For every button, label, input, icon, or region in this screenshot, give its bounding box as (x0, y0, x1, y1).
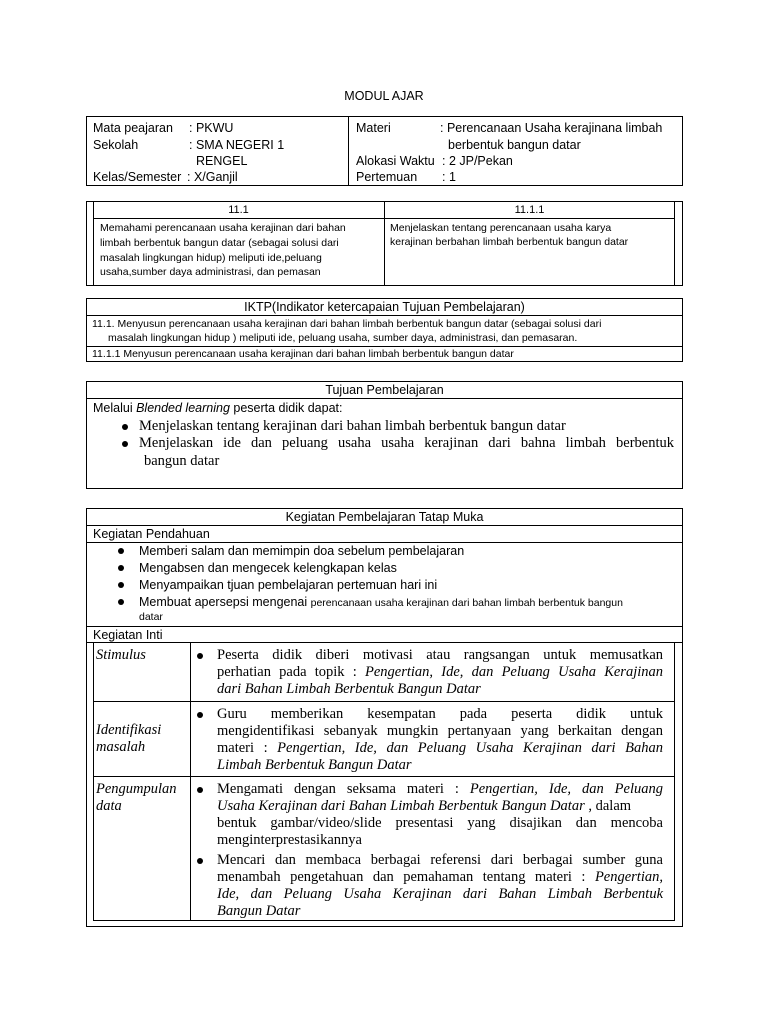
stimulus-line: Peserta didik diberi motivasi atau rangsangan untuk memusatkan (217, 647, 663, 663)
pendahuluan-label: Kegiatan Pendahuan (93, 527, 210, 541)
identifikasi-label-cont: masalah (96, 739, 146, 755)
bullet-icon (118, 565, 124, 571)
identifikasi-line: Guru memberikan kesempatan pada peserta didik untuk (217, 706, 663, 722)
tujuan-head-line (86, 398, 683, 399)
identity-divider (348, 116, 349, 186)
bullet-icon (197, 712, 203, 718)
tujuan-item-1: Menjelaskan tentang kerajinan dari bahan limbah berbentuk bangun datar (139, 418, 566, 434)
materi-label: Materi (356, 121, 391, 135)
inti-col-divider (190, 642, 191, 921)
iktp-row2: 11.1.1 Menyusun perencanaan usaha kerajinan dari bahan limbah berbentuk bangun datar (92, 348, 514, 360)
pengumpulan-a-line: menginterprestasikannya (217, 832, 362, 848)
pengumpulan-b-line: Mencari dan membaca berbagai referensi dari berbagai sumber guna (217, 852, 663, 868)
mapel-label: Mata peajaran (93, 121, 173, 135)
stimulus-label: Stimulus (96, 647, 146, 663)
stimulus-line: dari Bahan Limbah Berbentuk Bangun Datar (217, 681, 481, 697)
tujuan-item-2: Menjelaskan ide dan peluang usaha usaha kerajinan dari bahna limbah berbentuk (139, 435, 674, 451)
bullet-icon (122, 424, 128, 430)
bullet-icon (122, 441, 128, 447)
sekolah-value: : SMA NEGERI 1 (189, 138, 285, 152)
kd-col1-head: 11.1 (228, 204, 249, 216)
pendahuluan-item: Menyampaikan tjuan pembelajaran pertemuan hari ini (139, 578, 438, 592)
inti-label: Kegiatan Inti (93, 628, 163, 642)
inti-row-line (93, 701, 675, 702)
bullet-icon (197, 653, 203, 659)
bullet-icon (197, 858, 203, 864)
pendahuluan-item-4: Membuat apersepsi mengenai perencanaan usaha kerajinan dari bahan limbah berbentuk bangun (139, 595, 623, 609)
pengumpulan-label: Pengumpulan (96, 781, 177, 797)
document-title: MODUL AJAR (344, 89, 424, 103)
kd-col1-line: Memahami perencanaan usaha kerajinan dari bahan (100, 222, 346, 234)
kd-col1-line: usaha,sumber daya administrasi, dan pemasan (100, 266, 321, 278)
iktp-row1-line2: masalah lingkungan hidup ) meliputi ide, peluang usaha, sumber daya, administrasi, dan pemasaran. (108, 332, 578, 344)
identifikasi-label: Identifikasi (96, 722, 162, 738)
pengumpulan-b-line: Ide, dan Peluang Usaha Kerajinan dari Bahan Limbah Berbentuk (217, 886, 663, 902)
pendahuluan-item: Memberi salam dan memimpin doa sebelum pembelajaran (139, 544, 465, 558)
pengumpulan-label-cont: data (96, 798, 122, 814)
mapel-value: : PKWU (189, 121, 234, 135)
kd-col1-line: masalah lingkungan hidup) meliputi ide,peluang (100, 252, 322, 264)
pertemuan-value: : 1 (442, 170, 456, 184)
identifikasi-line: materi : Pengertian, Ide, dan Peluang Usaha Kerajinan dari Bahan (217, 740, 663, 756)
identifikasi-line: Limbah Berbentuk Bangun Datar (217, 757, 412, 773)
sekolah-label: Sekolah (93, 138, 139, 152)
pengumpulan-a-line: Mengamati dengan seksama materi : Pengertian, Ide, dan Peluang (217, 781, 664, 797)
pendahuluan-item-4-cont: datar (139, 611, 163, 623)
iktp-head: IKTP(Indikator ketercapaian Tujuan Pembelajaran) (244, 300, 525, 314)
iktp-row1-line1: 11.1. Menyusun perencanaan usaha kerajinan dari bahan limbah berbentuk bangun datar (sebagai solusi dari (92, 318, 602, 330)
materi-value: : Perencanaan Usaha kerajinana limbah (440, 121, 663, 135)
kd-col2-line: kerajinan berbahan limbah berbentuk bangun datar (390, 236, 629, 248)
kd-col2-line: Menjelaskan tentang perencanaan usaha karya (390, 222, 612, 234)
alokasi-value: : 2 JP/Pekan (442, 154, 513, 168)
tujuan-item-2-cont: bangun datar (144, 453, 220, 469)
inti-row-line (93, 776, 675, 777)
iktp-head-line (86, 315, 683, 316)
tujuan-intro: Melalui Blended learning peserta didik dapat: (93, 401, 343, 415)
tujuan-head: Tujuan Pembelajaran (325, 383, 444, 397)
kd-col2-head: 11.1.1 (514, 204, 545, 216)
pendahuluan-end-line (86, 626, 683, 627)
alokasi-label: Alokasi Waktu (356, 154, 435, 168)
pengumpulan-b-line: Bangun Datar (217, 903, 301, 919)
bullet-icon (118, 548, 124, 554)
pertemuan-label: Pertemuan (356, 170, 418, 184)
kegiatan-head: Kegiatan Pembelajaran Tatap Muka (285, 510, 484, 524)
sekolah-value-cont: RENGEL (196, 154, 248, 168)
materi-value-cont: berbentuk bangun datar (448, 138, 581, 152)
pengumpulan-b-line: menambah pengetahuan dan pemahaman tentang materi : Pengertian, (217, 869, 663, 885)
bullet-icon (197, 787, 203, 793)
identifikasi-line: mengidentifikasi sebanyak mungkin pertanyaan yang berkaitan dengan (217, 723, 663, 739)
kelas-value: : X/Ganjil (187, 170, 238, 184)
kd-col1-line: limbah berbentuk bangun datar (sebagai solusi dari (100, 237, 339, 249)
kelas-label: Kelas/Semester (93, 170, 182, 184)
pendahuluan-item: Mengabsen dan mengecek kelengkapan kelas (139, 561, 397, 575)
pengumpulan-a-line: Usaha Kerajinan dari Bahan Limbah Berbentuk Bangun Datar , dalam (217, 798, 632, 814)
stimulus-line: perhatian pada topik : Pengertian, Ide, dan Peluang Usaha Kerajinan (217, 664, 663, 680)
bullet-icon (118, 599, 124, 605)
bullet-icon (118, 582, 124, 588)
pengumpulan-a-line: bentuk gambar/video/slide presentasi yang disajikan dan mencoba (217, 815, 663, 831)
